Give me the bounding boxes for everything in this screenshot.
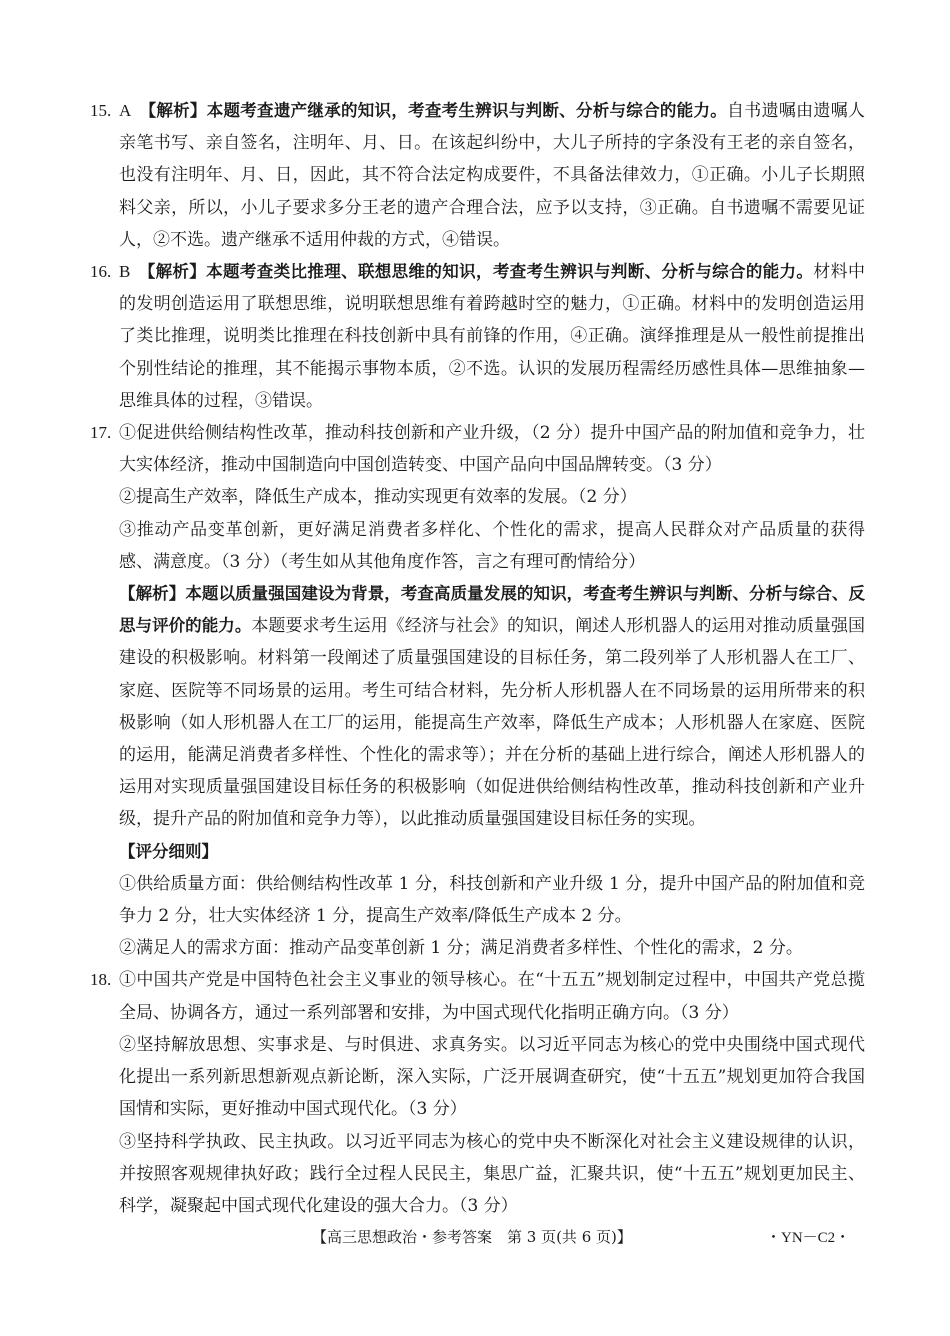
question-number: 15. — [90, 101, 112, 120]
answer-point: ①促进供给侧结构性改革，推动科技创新和产业升级，（2 分）提升中国产品的附加值和竞争力，壮大实体经济，推动中国制造向中国创造转变、中国产品向中国品牌转变。（3 分） — [119, 423, 865, 476]
answer-point: ①中国共产党是中国特色社会主义事业的领导核心。在“十五五”规划制定过程中，中国共产党总揽全局、协调各方，通过一系列部署和安排，为中国式现代化指明正确方向。（3 分） — [119, 970, 865, 1023]
answer-choice: B — [119, 262, 131, 282]
question-number: 16. — [90, 262, 112, 282]
question-16 — [90, 256, 865, 417]
answer-point: ③坚持科学执政、民主执政。以习近平同志为核心的党中央不断深化对社会主义建设规律的认识，并按照客观规律执好政；践行全过程人民民主，集思广益，汇聚共识，使“十五五”规划更加民主、科学，凝聚起中国式现代化建设的强大合力。（3 分） — [119, 1131, 865, 1216]
rubric-title: 【评分细则】 — [119, 841, 218, 861]
analysis-heading: 【解析】本题以质量强国建设为背景，考查高质量发展的知识，考查考生辨识与判断、分析与综合、反思与评价的能力。 — [119, 584, 865, 636]
question-18 — [90, 964, 865, 1222]
answer-point: ②坚持解放思想、实事求是、与时俱进、求真务实。以习近平同志为核心的党中央围绕中国式现代化提出一系列新思想新观点新论断，深入实际，广泛开展调查研究，使“十五五”规划更加符合我国国情和实际，更好推动中国式现代化。（3 分） — [119, 1034, 865, 1120]
answer-point: ③推动产品变革创新，更好满足消费者多样化、个性化的需求，提高人民群众对产品质量的获得感、满意度。（3 分）（考生如从其他角度作答，言之有理可酌情给分） — [119, 519, 865, 572]
footer-code: ・YN－C2・ — [766, 1230, 851, 1246]
answer-point: ②提高生产效率，降低生产成本，推动实现更有效率的发展。（2 分） — [119, 487, 637, 508]
answer-content — [90, 95, 865, 1222]
analysis-heading: 【解析】本题考查遗产继承的知识，考查考生辨识与判断、分析与综合的能力。 — [139, 101, 728, 120]
page-footer — [0, 1226, 950, 1256]
question-17 — [90, 417, 865, 964]
analysis-text: 材料中的发明创造运用了联想思维，说明联想思维有着跨越时空的魅力，①正确。材料中的发明创造运用了类比推理，说明类比推理在科技创新中具有前锋的作用，④正确。演绎推理是从一般性前提推出个别性结论的推理，其不能揭示事物本质，②不选。认识的发展历程需经历感性具体—思维抽象—思维具体的过程，③错误。 — [119, 262, 866, 411]
analysis-heading: 【解析】本题考查类比推理、联想思维的知识，考查考生辨识与判断、分析与综合的能力。 — [138, 262, 814, 282]
rubric-item: ①供给质量方面：供给侧结构性改革 1 分，科技创新和产业升级 1 分，提升中国产品的附加值和竞争力 2 分，壮大实体经济 1 分，提高生产效率/降低生产成本 2 分。 — [119, 873, 865, 927]
answer-choice: A — [119, 101, 132, 120]
question-number: 17. — [90, 423, 112, 443]
question-number: 18. — [90, 970, 112, 990]
analysis-text: 自书遗嘱由遗嘱人亲笔书写、亲自签名，注明年、月、日。在该起纠纷中，大儿子所持的字条没有王老的亲自签名，也没有注明年、月、日，因此，其不符合法定构成要件，不具备法律效力，①正确。小儿子长期照料父亲，所以，小儿子要求多分王老的遗产合理合法，应予以支持，③正确。自书遗嘱不需要见证人，②不选。遗产继承不适用仲裁的方式，④错误。 — [119, 101, 866, 250]
question-15 — [90, 95, 865, 256]
rubric-item: ②满足人的需求方面：推动产品变革创新 1 分；满足消费者多样性、个性化的需求，2 分。 — [119, 938, 803, 959]
analysis-text: 本题要求考生运用《经济与社会》的知识，阐述人形机器人的运用对推动质量强国建设的积极影响。材料第一段阐述了质量强国建设的目标任务，第二段列举了人形机器人在工厂、家庭、医院等不同场景的运用。考生可结合材料，先分析人形机器人在不同场景的运用所带来的积极影响（如人形机器人在工厂的运用，能提高生产效率，降低生产成本；人形机器人在家庭、医院的运用，能满足消费者多样性、个性化的需求等）；并在分析的基础上进行综合，阐述人形机器人的运用对实现质量强国建设目标任务的积极影响（如促进供给侧结构性改革，推动科技创新和产业升级，提升产品的附加值和竞争力等），以此推动质量强国建设目标任务的实现。 — [119, 616, 866, 830]
footer-page-info: 【高三思想政治・参考答案 第 3 页(共 6 页)】 — [312, 1228, 632, 1246]
analysis-block — [119, 578, 865, 836]
